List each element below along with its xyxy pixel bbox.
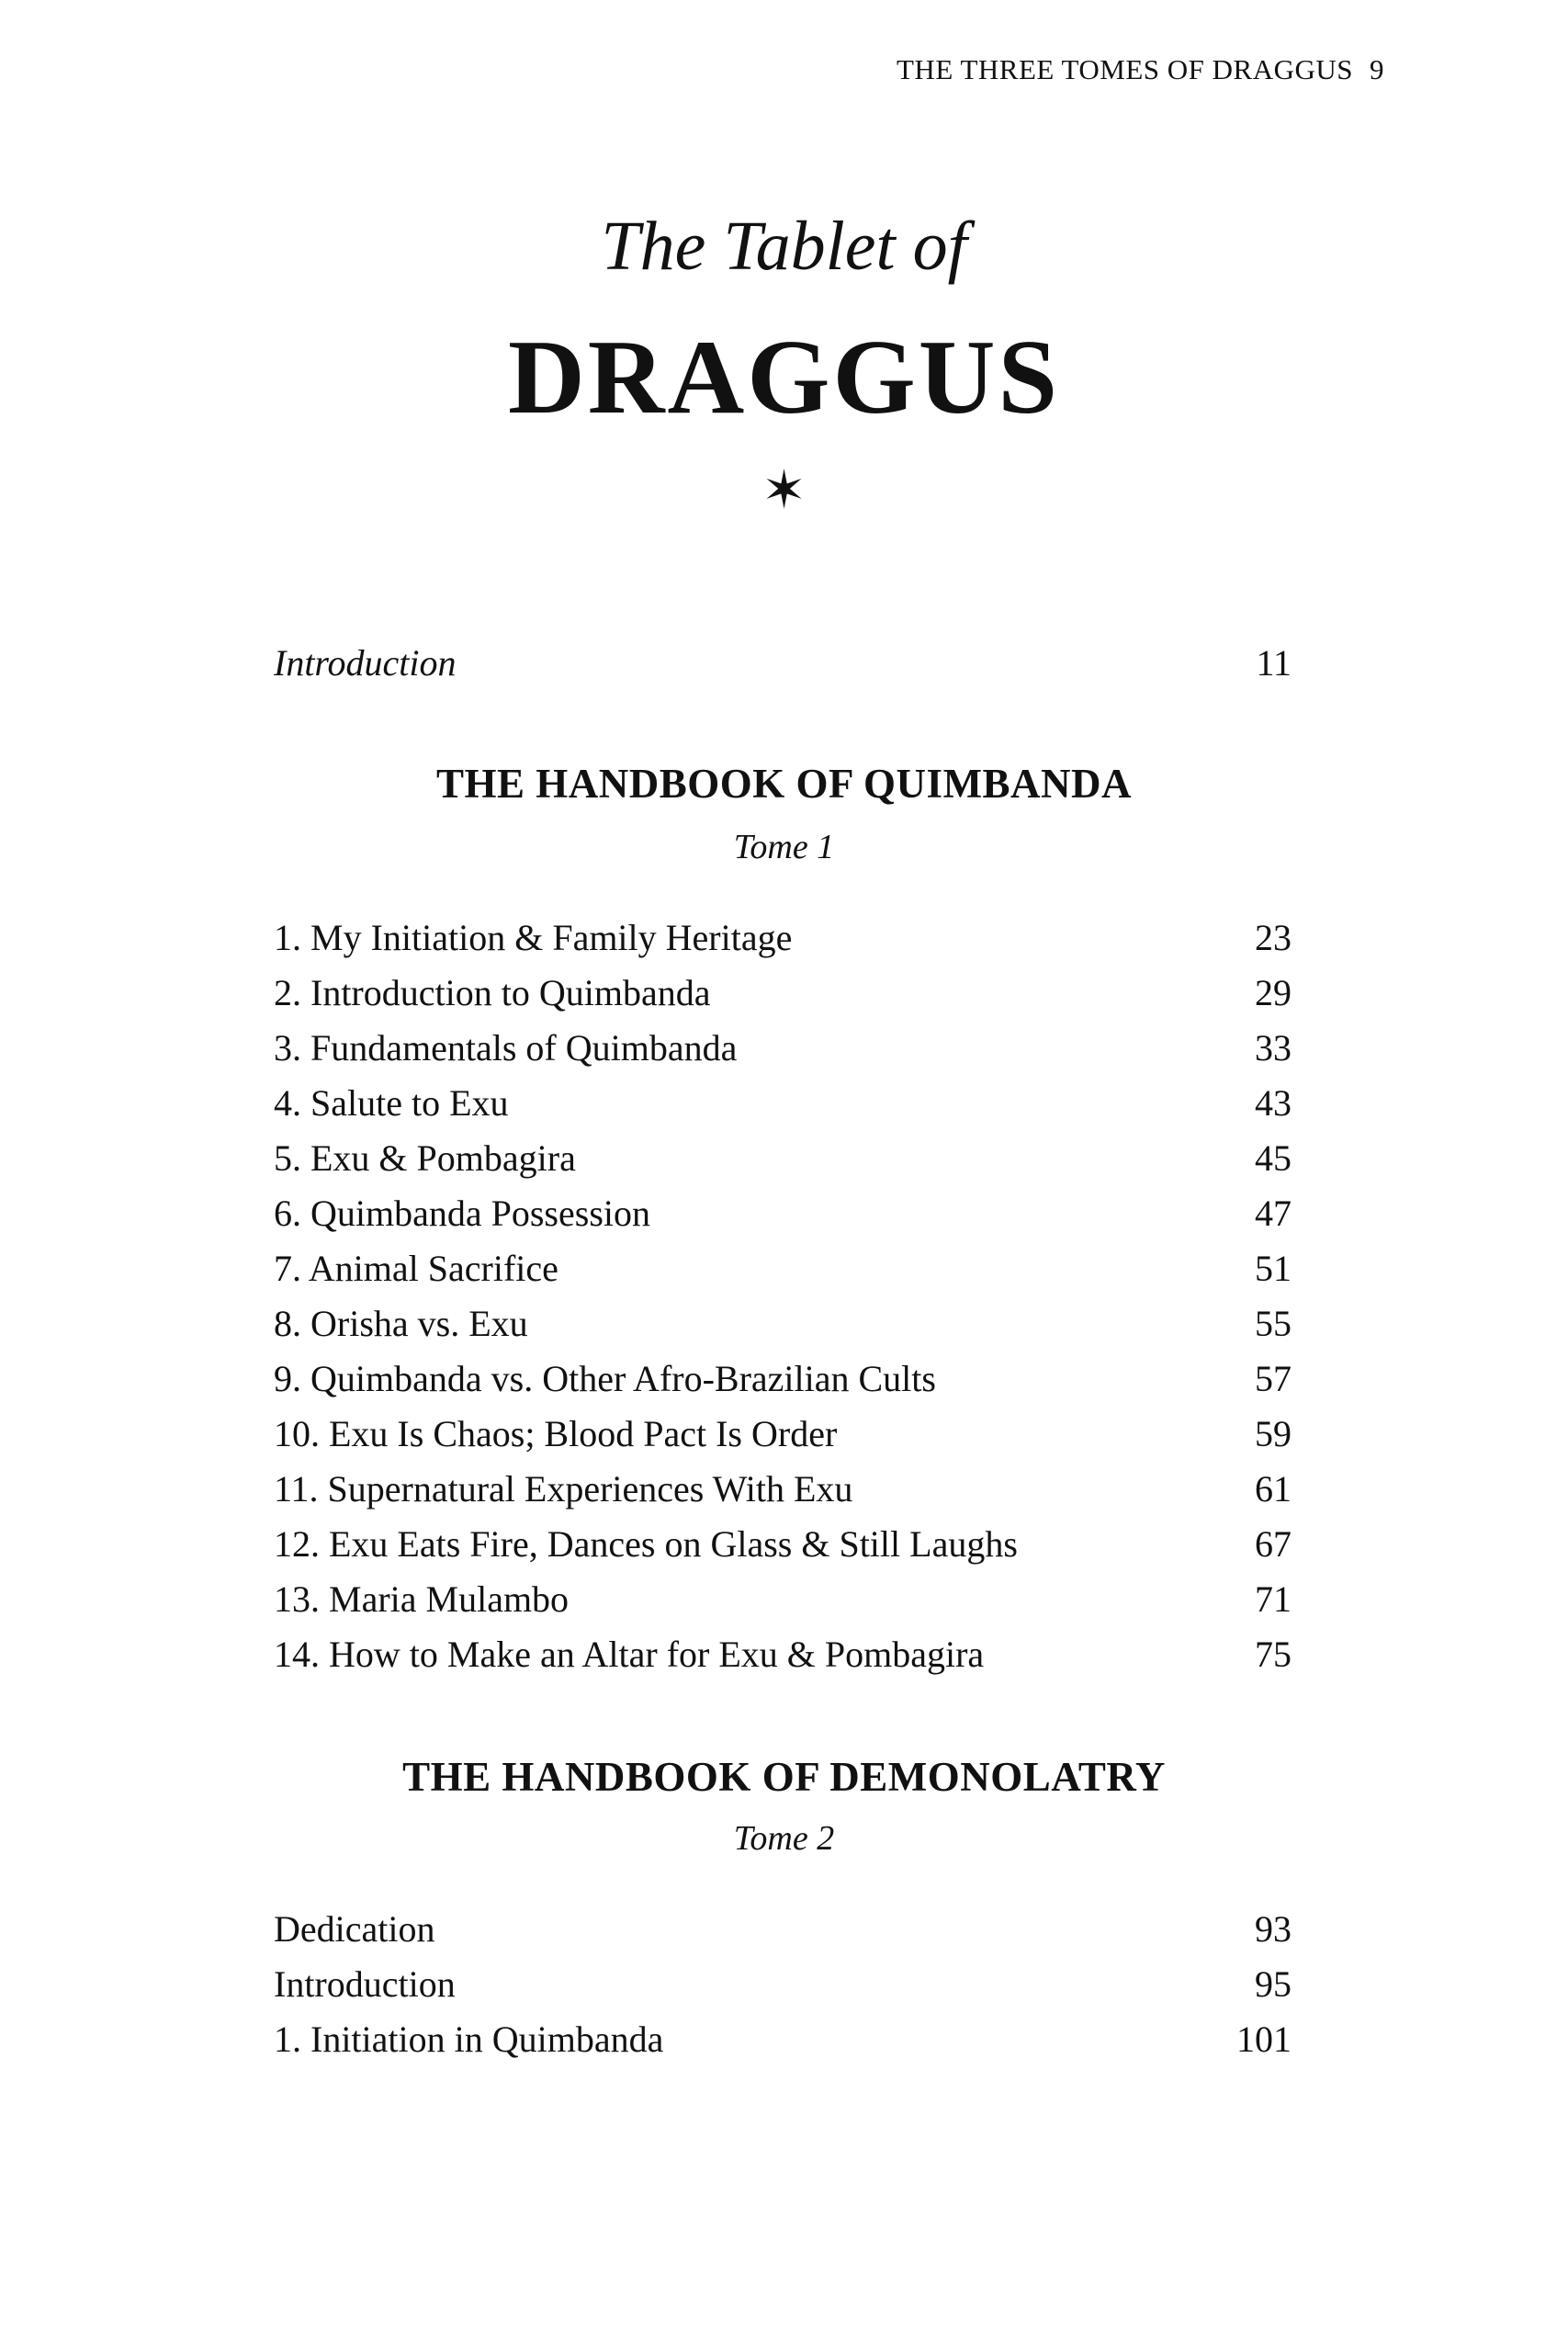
toc-entry <box>274 1408 1292 1460</box>
toc-entry-page: 75 <box>1255 1634 1292 1675</box>
toc-entry-title: 9. Quimbanda vs. Other Afro-Brazilian Cults <box>274 1358 936 1399</box>
running-header <box>897 53 1384 86</box>
title-prefix: The Tablet of <box>601 208 967 285</box>
toc-entry-page: 59 <box>1255 1413 1292 1454</box>
toc-entry-page: 45 <box>1255 1137 1292 1179</box>
toc-entry <box>274 1243 1292 1295</box>
toc-entry-title: 13. Maria Mulambo <box>274 1578 570 1620</box>
tome2-heading: THE HANDBOOK OF DEMONOLATRY <box>402 1754 1166 1800</box>
toc-intro-page: 11 <box>1256 642 1292 684</box>
toc-entry-page: 33 <box>1255 1027 1292 1069</box>
toc-entry-title: 3. Fundamentals of Quimbanda <box>274 1027 738 1069</box>
toc-entry <box>274 1078 1292 1129</box>
toc-entry-page: 23 <box>1255 917 1292 958</box>
toc-entry <box>274 967 1292 1019</box>
toc-entry <box>274 1574 1292 1625</box>
toc-entry-page: 47 <box>1255 1193 1292 1234</box>
toc-entry-page: 67 <box>1255 1523 1292 1565</box>
toc-entry-page: 71 <box>1255 1578 1292 1620</box>
toc-entry-title: 7. Animal Sacrifice <box>274 1248 558 1289</box>
toc-entry <box>274 1904 1292 1955</box>
toc-entry-title: 11. Supernatural Experiences With Exu <box>274 1468 853 1510</box>
toc-entry <box>274 1959 1292 2010</box>
toc-entry <box>274 1353 1292 1405</box>
toc-entry-page: 93 <box>1255 1908 1292 1950</box>
page-title: DRAGGUS <box>507 319 1061 436</box>
tome1-heading: THE HANDBOOK OF QUIMBANDA <box>435 761 1133 807</box>
toc-intro-row <box>274 638 1292 689</box>
toc-entry-title: 4. Salute to Exu <box>274 1082 509 1124</box>
toc-entry-title: 1. Initiation in Quimbanda <box>274 2018 664 2060</box>
toc-entry-page: 55 <box>1255 1303 1292 1344</box>
toc-entry-title: 1. My Initiation & Family Heritage <box>274 917 793 958</box>
tome1-subtitle: Tome 1 <box>733 828 835 866</box>
toc-entry-title: 8. Orisha vs. Exu <box>274 1303 528 1344</box>
toc-entry <box>274 1023 1292 1074</box>
toc-entry-page: 61 <box>1255 1468 1292 1510</box>
toc-entry-title: 5. Exu & Pombagira <box>274 1137 576 1179</box>
toc-entry-page: 95 <box>1255 1963 1292 2005</box>
toc-entry <box>274 912 1292 964</box>
tome2-subtitle: Tome 2 <box>733 1819 835 1858</box>
toc-entry-page: 101 <box>1236 2018 1292 2060</box>
toc-entry-title: 6. Quimbanda Possession <box>274 1193 650 1234</box>
toc-entry <box>274 1629 1292 1680</box>
running-title: THE THREE TOMES OF DRAGGUS <box>897 53 1353 85</box>
toc-entry-title: 10. Exu Is Chaos; Blood Pact Is Order <box>274 1413 838 1454</box>
toc-entry <box>274 1188 1292 1239</box>
toc-entry-page: 57 <box>1255 1358 1292 1399</box>
toc-entry <box>274 1519 1292 1570</box>
toc-entry-title: 2. Introduction to Quimbanda <box>274 972 711 1013</box>
toc-entry-page: 43 <box>1255 1082 1292 1124</box>
toc-entry-title: Introduction <box>274 1963 456 2005</box>
toc-entry-title: 12. Exu Eats Fire, Dances on Glass & Still Laughs <box>274 1523 1018 1565</box>
toc-entry-page: 29 <box>1255 972 1292 1013</box>
toc-entry-title: Dedication <box>274 1908 435 1950</box>
toc-intro-title: Introduction <box>274 642 457 684</box>
toc-entry-title: 14. How to Make an Altar for Exu & Pombagira <box>274 1634 985 1675</box>
toc-entry <box>274 2014 1292 2065</box>
page-number: 9 <box>1370 53 1384 85</box>
six-point-star-icon: ✶ <box>761 460 807 520</box>
toc-entry <box>274 1464 1292 1515</box>
toc-entry <box>274 1133 1292 1184</box>
toc-entry <box>274 1298 1292 1350</box>
toc-entry-page: 51 <box>1255 1248 1292 1289</box>
